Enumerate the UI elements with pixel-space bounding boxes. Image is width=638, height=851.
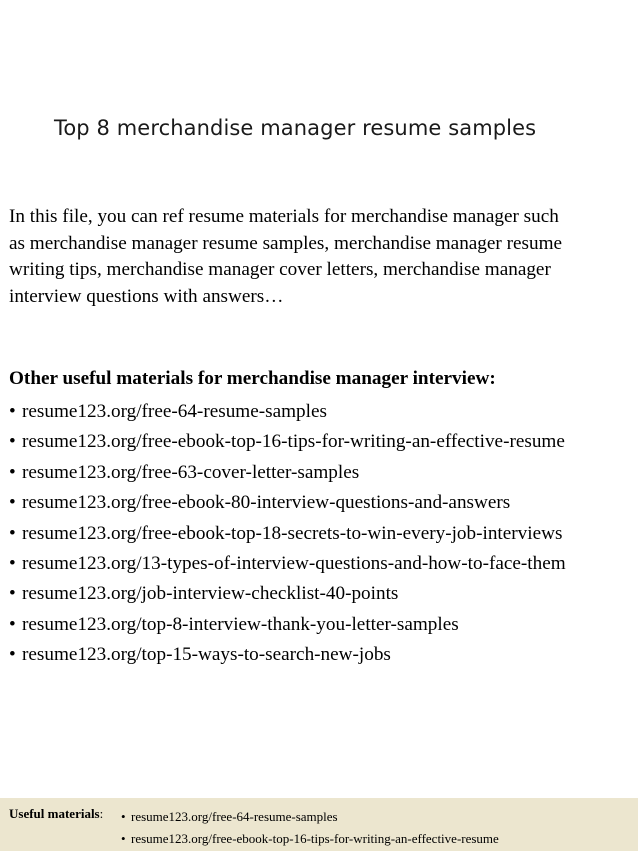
bullet-icon: • — [121, 831, 126, 846]
list-item — [9, 458, 566, 488]
bullet-icon: • — [9, 431, 16, 453]
list-item — [9, 519, 566, 549]
footer-link-list — [121, 806, 499, 850]
material-link[interactable]: resume123.org/free-ebook-top-16-tips-for-writing-an-effective-resume — [22, 431, 565, 453]
material-link[interactable]: resume123.org/free-ebook-80-interview-questions-and-answers — [22, 492, 511, 514]
intro-line: writing tips, merchandise manager cover letters, merchandise manager — [9, 259, 551, 280]
list-item — [121, 806, 499, 828]
bullet-icon: • — [9, 461, 16, 483]
intro-paragraph — [9, 204, 634, 310]
footer-label — [9, 806, 103, 822]
material-link[interactable]: resume123.org/free-63-cover-letter-samples — [22, 461, 360, 483]
footer-label-text: Useful materials — [9, 806, 100, 821]
footer-banner — [0, 798, 638, 851]
material-link[interactable]: resume123.org/free-64-resume-samples — [22, 401, 327, 422]
bullet-icon: • — [9, 522, 16, 544]
intro-line: interview questions with answers… — [9, 285, 284, 307]
material-link[interactable]: resume123.org/top-15-ways-to-search-new-jobs — [22, 644, 391, 666]
intro-line: as merchandise manager resume samples, merchandise manager resume — [9, 232, 563, 254]
bullet-icon: • — [121, 809, 126, 824]
list-item — [9, 397, 566, 427]
list-item — [121, 828, 499, 850]
list-item — [9, 610, 566, 640]
intro-line: In this file, you can ref resume materials for merchandise manager such — [9, 206, 559, 227]
footer-link[interactable]: resume123.org/free-64-resume-samples — [131, 809, 338, 824]
bullet-icon: • — [9, 644, 16, 666]
material-link[interactable]: resume123.org/free-ebook-top-18-secrets-to-win-every-job-interviews — [22, 522, 563, 544]
material-link[interactable]: resume123.org/top-8-interview-thank-you-letter-samples — [22, 613, 459, 635]
footer-link[interactable]: resume123.org/free-ebook-top-16-tips-for-writing-an-effective-resume — [131, 831, 499, 846]
list-item — [9, 579, 566, 609]
other-materials-heading: Other useful materials for merchandise manager interview: — [9, 368, 496, 389]
footer-label-separator: : — [99, 806, 104, 821]
material-link[interactable]: resume123.org/13-types-of-interview-questions-and-how-to-face-them — [22, 553, 566, 575]
bullet-icon: • — [9, 553, 16, 575]
bullet-icon: • — [9, 583, 16, 605]
page-title: Top 8 merchandise manager resume samples — [54, 116, 537, 140]
list-item — [9, 488, 566, 518]
bullet-icon: • — [9, 613, 16, 635]
material-link[interactable]: resume123.org/job-interview-checklist-40-points — [22, 583, 399, 605]
list-item — [9, 549, 566, 579]
list-item — [9, 640, 566, 670]
bullet-icon: • — [9, 401, 16, 422]
materials-link-list — [9, 397, 566, 671]
list-item — [9, 427, 566, 457]
bullet-icon: • — [9, 492, 16, 514]
